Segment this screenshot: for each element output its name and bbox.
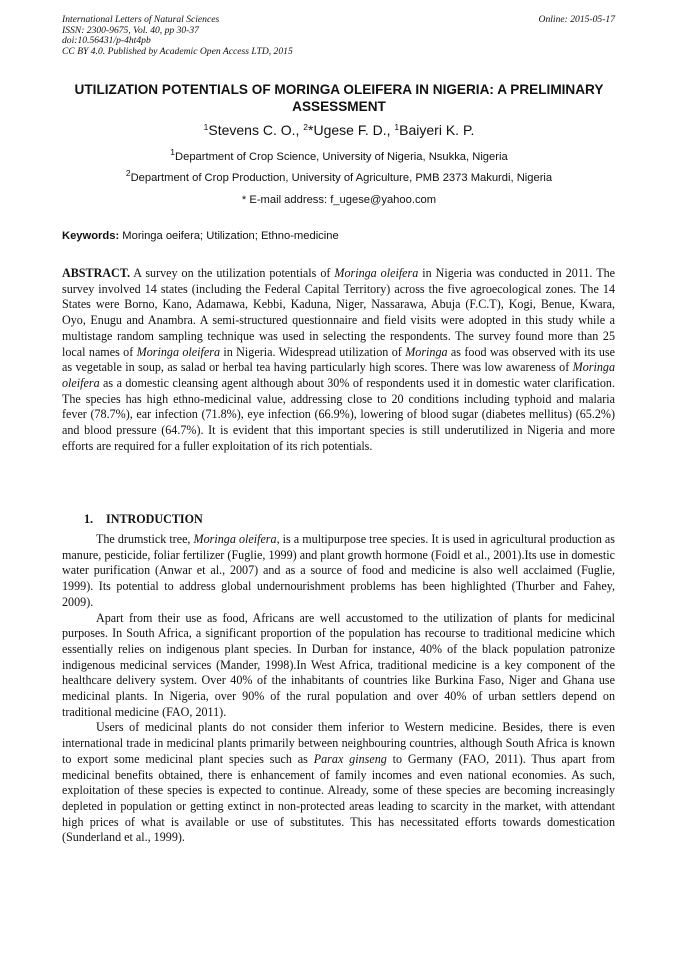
abstract-text	[62, 266, 615, 453]
introduction-body	[62, 532, 615, 846]
keywords-label: Keywords:	[62, 230, 120, 242]
running-header	[62, 15, 293, 57]
italic-term: Moringa oleifera	[136, 344, 220, 359]
italic-term: Moringa oleifera	[62, 360, 615, 390]
corresponding-email: * E-mail address: f_ugese@yahoo.com	[241, 194, 437, 206]
text-run: , is a multipurpose tree species. It is used in agricultural production as manure, pesticide, foliar fertilizer (Fuglie, 1999) and plant growth hormone (Foidl et al., 2001).Its use in domestic water purification (Anwar et al., 2007) and as a source of food and medicine is also well acclaimed (Fuglie, 1999). Its potential to address global undernourishment problems has been highlighted (Thurber and Fahey, 2009).	[62, 532, 616, 609]
italic-term: Parax ginseng	[313, 751, 387, 766]
license-line: CC BY 4.0. Published by Academic Open Access LTD, 2015	[62, 45, 293, 57]
paper-title: UTILIZATION POTENTIALS OF MORINGA OLEIFERA IN NIGERIA: A PRELIMINARY ASSESSMENT	[74, 82, 604, 114]
online-date: Online: 2015-05-17	[538, 14, 615, 25]
author-3-affil: 1	[394, 122, 400, 132]
italic-term: Moringa	[405, 344, 448, 359]
section-heading	[84, 512, 203, 527]
text-run: in Nigeria. Widespread utilization of	[220, 344, 406, 359]
intro-paragraph-3	[62, 720, 615, 846]
text-run: The drumstick tree,	[96, 532, 194, 546]
italic-term: Moringa oleifera	[193, 532, 277, 546]
author-2-affil: 2	[303, 122, 309, 132]
author-2-name: *Ugese F. D.,	[308, 122, 395, 138]
text-run: to Germany (FAO, 2011). Thus apart from medicinal benefits obtained, there is enhancement of family incomes and even national economies. As such, exploitation of these species is expected to continue. Already, some of these species are becoming increasingly depleted in population or getting extinct in non-protected areas leading to scarcity in the market, with attendant high prices of what is available or use of substitutes. This has necessitated efforts towards domestication (Sunderland et al., 1999).	[62, 751, 615, 845]
text-run: as a domestic cleansing agent although about 30% of respondents used it in domestic water clarification. The species has high ethno-medicinal value, addressing close to 20 conditions including typhoid and malaria fever (78.7%), ear infection (71.8%), eye infection (66.9%), lowering of blood sugar (diabetes mellitus) (65.2%) and blood pressure (64.7%). It is evident that this important species is still underutilized in Nigeria and more efforts are required for a fuller exploitation of its rich potentials.	[62, 375, 615, 453]
affiliation-2-marker: 2	[125, 168, 131, 178]
text-run: A survey on the utilization potentials of	[130, 266, 335, 280]
journal-name: International Letters of Natural Sciences	[62, 14, 220, 25]
author-list	[62, 121, 616, 139]
author-1-name: Stevens C. O.,	[208, 122, 304, 138]
affiliation-1-text: Department of Crop Science, University of Nigeria, Nsukka, Nigeria	[175, 151, 508, 163]
keywords-text: Moringa oeifera; Utilization; Ethno-medicine	[119, 230, 339, 242]
affiliation-2-text: Department of Crop Production, University of Agriculture, PMB 2373 Makurdi, Nigeria	[130, 172, 553, 184]
affiliation-1-marker: 1	[170, 147, 176, 157]
abstract-label: ABSTRACT.	[62, 266, 130, 280]
text-run: Apart from their use as food, Africans are well accustomed to the utilization of plants for medicinal purposes. In South Africa, a significant proportion of the population has recourse to traditional medicine which essentially relies on indigenous plant species. In Durban for instance, 40% of the black population patronize indigenous medicinal services (Mander, 1998).In West Africa, traditional medicine is a key component of the healthcare delivery system. Over 40% of the inhabitants of countries like Burkina Faso, Niger and Ghana use medicinal plants. In Nigeria, over 90% of the rural population and over 40% of urban settlers depend on traditional medicine (FAO, 2011).	[62, 610, 615, 719]
author-1-affil: 1	[203, 122, 209, 132]
intro-paragraph-1	[62, 532, 615, 611]
affiliation-2	[62, 168, 616, 185]
abstract-block	[62, 266, 615, 454]
text-run: as food was observed with its use as vegetable in soup, as salad or herbal tea having particularly high scores. There was low awareness of	[62, 344, 616, 375]
text-run: Users of medicinal plants do not consider them inferior to Western medicine. Besides, there is even international trade in medicinal plants primarily between neighbouring countries, although South Africa is known to export some medicinal plant species such as	[62, 720, 615, 766]
issn-line: ISSN: 2300-9675, Vol. 40, pp 30-37	[62, 24, 199, 36]
affiliation-1	[62, 147, 616, 164]
keywords-line	[62, 229, 339, 243]
italic-term: Moringa oleifera	[334, 266, 419, 280]
author-3-name: Baiyeri K. P.	[399, 122, 475, 138]
section-title: INTRODUCTION	[106, 512, 203, 526]
section-number: 1.	[84, 512, 94, 526]
intro-paragraph-2	[62, 611, 615, 721]
text-run: in Nigeria was conducted in 2011. The survey involved 14 states (including the Federal Capital Territory) across the five agroecological zones. The 14 States were Borno, Kano, Adamawa, Kebbi, Kaduna, Niger, Nassarawa, Abuja (F.C.T), Kogi, Benue, Kwara, Oyo, Enugu and Anambra. A semi-structured questionnaire and field visits were adopted in this study while a multistage random sampling technique was used in selecting the respondents. The survey found more than 25 local names of	[62, 266, 616, 359]
doi-line: doi:10.56431/p-4ht4pb	[62, 35, 151, 47]
